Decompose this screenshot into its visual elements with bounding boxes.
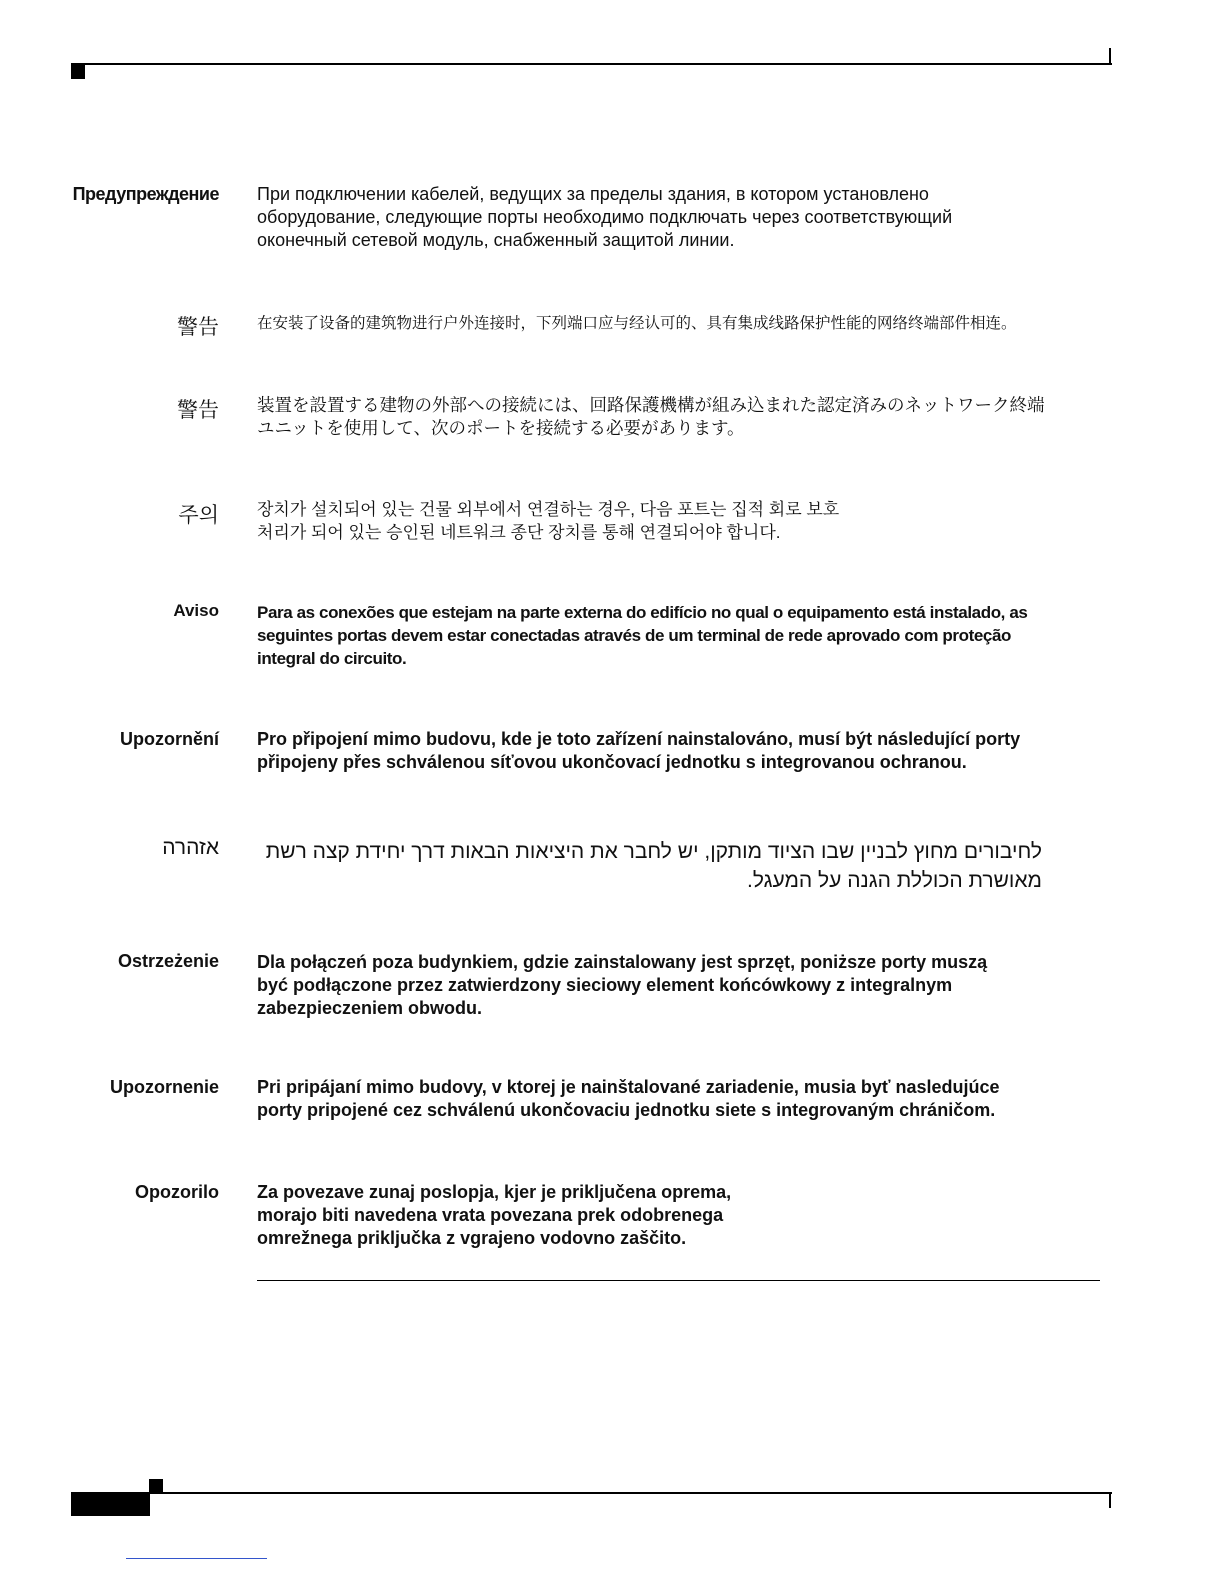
warning-label-slovak: Upozornenie [109,1077,219,1097]
warning-text-korean [257,498,1107,544]
warning-line: оконечный сетевой модуль, снабженный защитой линии. [257,230,735,250]
header-corner-mark [71,65,85,79]
warning-line: 처리가 되어 있는 승인된 네트워크 종단 장치를 통해 연결되어야 합니다. [257,523,781,542]
warning-label-portuguese: Aviso [173,601,219,620]
warning-label-korean: 주의 [178,504,219,527]
warning-text-japanese [257,394,1107,440]
warning-line: оборудование, следующие порты необходимо подключать через соответствующий [257,207,953,227]
footer-page-tab [71,1492,150,1516]
warning-line: zabezpieczeniem obwodu. [257,998,483,1018]
warning-label-polish: Ostrzeżenie [117,951,219,971]
warning-text-portuguese [257,601,1107,670]
warning-line: připojeny přes schválenou síťovou ukončovací jednotku s integrovanou ochranou. [257,752,967,772]
footer-link-underline [126,1558,267,1559]
warning-line: ユニットを使用して、次のポートを接続する必要があります。 [257,418,745,438]
footer-right-tick [1109,1494,1111,1508]
warning-label-hebrew: אזהרה [162,836,219,859]
warning-line: omrežnega priključka z vgrajeno vodovno zaščito. [257,1228,687,1248]
warning-line: porty pripojené cez schválenú ukončovaciu jednotku siete s integrovaným chráničom. [257,1100,996,1120]
warning-label-russian: Предупреждение [72,184,219,204]
warning-line: morajo biti navedena vrata povezana prek odobrenega [257,1205,724,1225]
footer-rule [149,1492,1112,1494]
warning-label-slovenian: Opozorilo [135,1182,219,1202]
warning-line: Pro připojení mimo budovu, kde je toto zařízení nainstalováno, musí být následující porty [257,729,1021,749]
warning-text-hebrew [252,837,1042,895]
warning-line: מאושרת הכוללת הגנה על המעגל. [747,869,1042,892]
warning-line: być podłączone przez zatwierdzony sieciowy element końcówkowy z integralnym [257,975,953,995]
header-right-tick [1109,48,1111,64]
warning-line: При подключении кабелей, ведущих за пределы здания, в котором установлено [257,184,929,204]
warning-text-russian [257,183,1107,252]
warning-line: Dla połączeń poza budynkiem, gdzie zainstalowany jest sprzęt, poniższe porty muszą [257,952,988,972]
warning-text-slovak [257,1076,1107,1122]
warning-label-chinese: 警告 [177,316,219,339]
warning-line: Za povezave zunaj poslopja, kjer je priključena oprema, [257,1182,732,1202]
warning-line: לחיבורים מחוץ לבניין שבו הציוד מותקן, יש לחבר את היציאות הבאות דרך יחידת קצה רשת [265,840,1042,863]
warning-text-czech [257,728,1107,774]
section-end-rule [257,1280,1100,1281]
warning-label-japanese: 警告 [177,399,219,422]
warning-line: integral do circuito. [257,649,407,668]
footer-corner-mark [149,1479,163,1493]
warning-line: 装置を設置する建物の外部への接続には、回路保護機構が組み込まれた認定済みのネットワーク終端 [257,395,1045,415]
header-rule [71,63,1112,65]
warning-text-polish [257,951,1107,1020]
warning-line: 在安装了设备的建筑物进行户外连接时，下列端口应与经认可的、具有集成线路保护性能的网络终端部件相连。 [257,315,1017,332]
warning-line: Pri pripájaní mimo budovy, v ktorej je nainštalované zariadenie, musia byť nasledujúce [257,1077,1000,1097]
warning-line: Para as conexões que estejam na parte externa do edifício no qual o equipamento está instalado, as [257,603,1028,622]
warning-line: seguintes portas devem estar conectadas através de um terminal de rede aprovado com proteção [257,626,1011,645]
warning-label-czech: Upozornění [120,729,219,749]
warning-line: 장치가 설치되어 있는 건물 외부에서 연결하는 경우, 다음 포트는 집적 회로 보호 [257,500,840,519]
warning-text-slovenian [257,1181,1107,1250]
warning-text-chinese [257,312,1107,335]
